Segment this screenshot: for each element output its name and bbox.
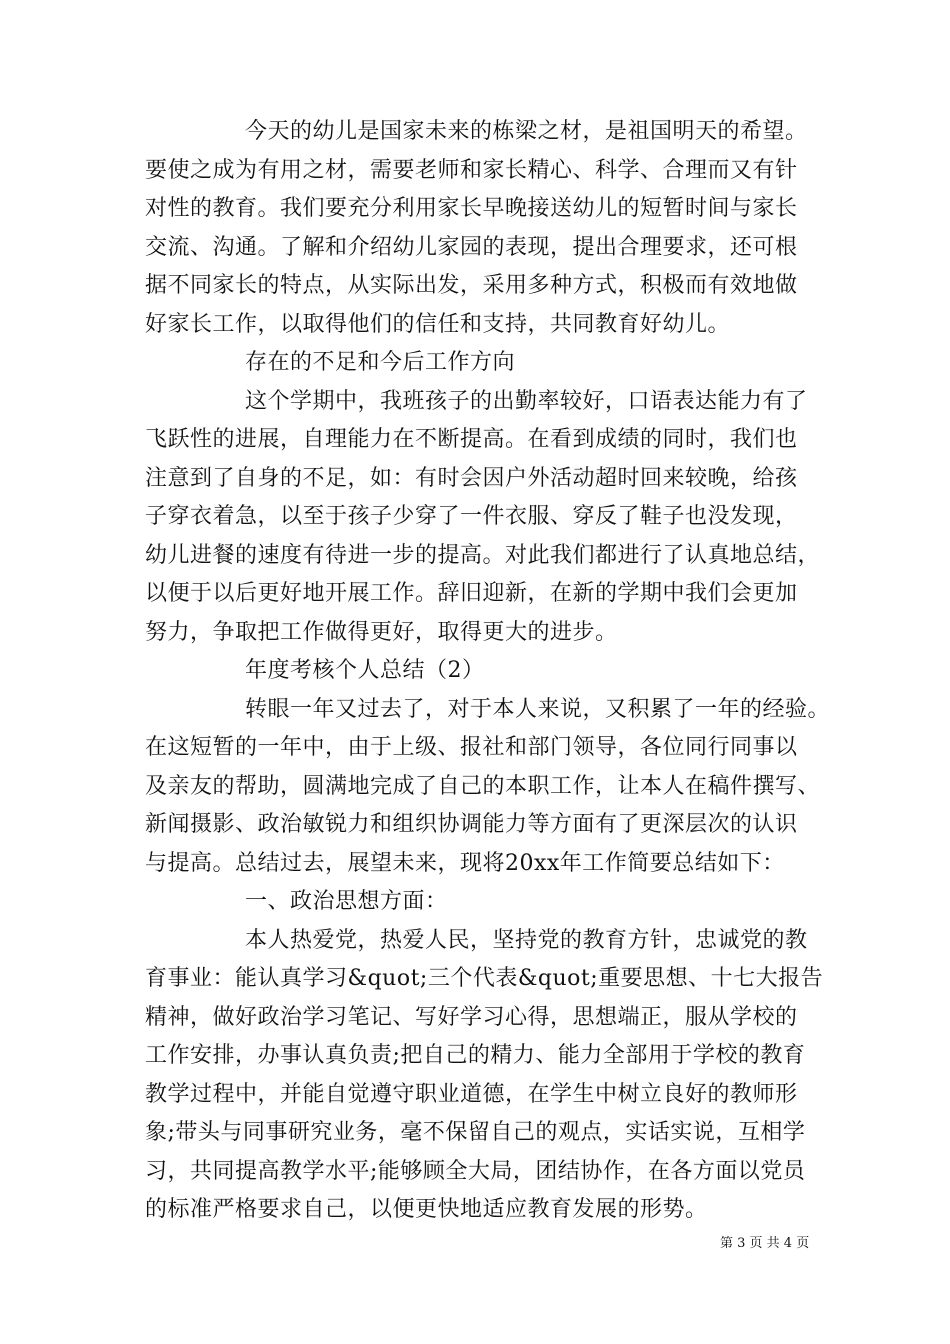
paragraph-line: 与提高。总结过去，展望未来，现将20xx年工作简要总结如下： xyxy=(145,851,785,876)
paragraph-line: 新闻摄影、政治敏锐力和组织协调能力等方面有了更深层次的认识 xyxy=(145,812,798,837)
section-heading: 年度考核个人总结（2） xyxy=(245,658,485,683)
paragraph-line: 今天的幼儿是国家未来的栋梁之材，是祖国明天的希望。 xyxy=(245,119,808,144)
paragraph-line: 飞跃性的进展，自理能力在不断提高。在看到成绩的同时，我们也 xyxy=(145,427,798,452)
paragraph-line: 在这短暂的一年中，由于上级、报社和部门领导，各位同行同事以 xyxy=(145,735,798,760)
paragraph-line: 工作安排，办事认真负责;把自己的精力、能力全部用于学校的教育 xyxy=(145,1043,806,1068)
paragraph-line: 注意到了自身的不足，如：有时会因户外活动超时回来较晚，给孩 xyxy=(145,466,798,491)
paragraph-line: 交流、沟通。了解和介绍幼儿家园的表现，提出合理要求，还可根 xyxy=(145,235,798,260)
paragraph-line: 习，共同提高教学水平;能够顾全大局，团结协作，在各方面以党员 xyxy=(145,1159,806,1184)
paragraph-line: 好家长工作，以取得他们的信任和支持，共同教育好幼儿。 xyxy=(145,312,731,337)
paragraph-line: 子穿衣着急，以至于孩子少穿了一件衣服、穿反了鞋子也没发现， xyxy=(145,504,798,529)
paragraph-line: 转眼一年又过去了，对于本人来说，又积累了一年的经验。 xyxy=(245,697,831,722)
paragraph-line: 本人热爱党，热爱人民，坚持党的教育方针，忠诚党的教 xyxy=(245,928,808,953)
paragraph-line: 精神，做好政治学习笔记、写好学习心得，思想端正，服从学校的 xyxy=(145,1005,798,1030)
section-heading: 一、政治思想方面： xyxy=(245,889,448,914)
paragraph-line: 育事业：能认真学习&quot;三个代表&quot;重要思想、十七大报告 xyxy=(145,966,824,991)
page-number: 第 3 页 共 4 页 xyxy=(720,1236,810,1251)
paragraph-line: 对性的教育。我们要充分利用家长早晚接送幼儿的短暂时间与家长 xyxy=(145,196,798,221)
paragraph-line: 的标准严格要求自己，以便更快地适应教育发展的形势。 xyxy=(145,1197,708,1222)
paragraph-line: 要使之成为有用之材，需要老师和家长精心、科学、合理而又有针 xyxy=(145,158,798,183)
paragraph-line: 教学过程中，并能自觉遵守职业道德，在学生中树立良好的教师形 xyxy=(145,1082,798,1107)
paragraph-line: 及亲友的帮助，圆满地完成了自己的本职工作，让本人在稿件撰写、 xyxy=(145,774,821,799)
paragraph-line: 这个学期中，我班孩子的出勤率较好，口语表达能力有了 xyxy=(245,389,808,414)
paragraph-line: 据不同家长的特点，从实际出发，采用多种方式，积极而有效地做 xyxy=(145,273,798,298)
paragraph-line: 幼儿进餐的速度有待进一步的提高。对此我们都进行了认真地总结， xyxy=(145,543,821,568)
paragraph-line: 努力，争取把工作做得更好，取得更大的进步。 xyxy=(145,620,618,645)
paragraph-line: 以便于以后更好地开展工作。辞旧迎新，在新的学期中我们会更加 xyxy=(145,581,798,606)
paragraph-line: 象;带头与同事研究业务，毫不保留自己的观点，实话实说，互相学 xyxy=(145,1120,806,1145)
section-heading: 存在的不足和今后工作方向 xyxy=(245,350,516,375)
